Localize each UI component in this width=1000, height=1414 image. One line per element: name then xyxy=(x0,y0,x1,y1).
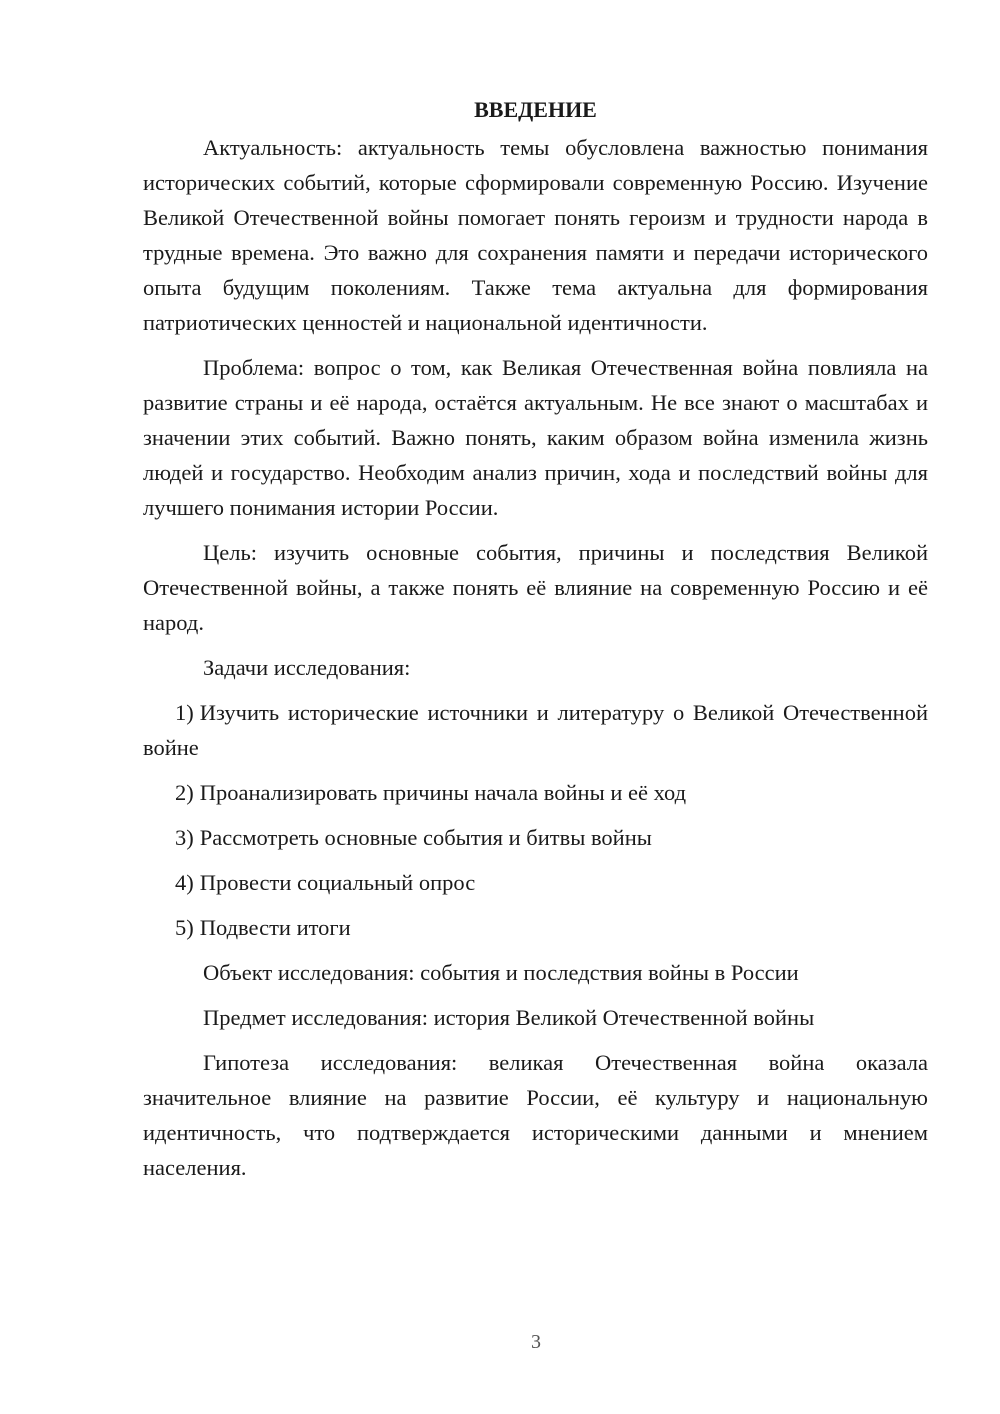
task-number: 1) xyxy=(175,700,194,725)
task-text: Рассмотреть основные события и битвы войны xyxy=(199,825,652,850)
task-number: 4) xyxy=(175,870,194,895)
task-item-5 xyxy=(143,910,928,945)
page-content xyxy=(143,92,928,1195)
task-text: Проанализировать причины начала войны и её ход xyxy=(199,780,687,805)
problem-paragraph: Проблема: вопрос о том, как Великая Отечественная война повлияла на развитие страны и её народа, остаётся актуальным. Не все знают о масштабах и значении этих событий. Важно понять, каким образом война изменила жизнь людей и государство. Необходим анализ причин, хода и последствий войны для лучшего понимания истории России. xyxy=(143,355,928,520)
task-item-1 xyxy=(143,695,928,765)
task-text: Подвести итоги xyxy=(199,915,351,940)
task-text: Изучить исторические источники и литературу о Великой Отечественной войне xyxy=(143,700,928,760)
task-item-2 xyxy=(143,775,928,810)
task-text: Провести социальный опрос xyxy=(199,870,476,895)
object-paragraph: Объект исследования: события и последствия войны в России xyxy=(203,960,799,985)
task-number: 2) xyxy=(175,780,194,805)
task-number: 5) xyxy=(175,915,194,940)
goal-paragraph: Цель: изучить основные события, причины и последствия Великой Отечественной войны, а также понять её влияние на современную Россию и её народ. xyxy=(143,540,928,635)
tasks-label: Задачи исследования: xyxy=(203,655,411,680)
task-number: 3) xyxy=(175,825,194,850)
subject-paragraph: Предмет исследования: история Великой Отечественной войны xyxy=(203,1005,815,1030)
relevance-paragraph: Актуальность: актуальность темы обусловлена важностью понимания исторических событий, которые сформировали современную Россию. Изучение Великой Отечественной войны помогает понять героизм и трудности народа в трудные времена. Это важно для сохранения памяти и передачи исторического опыта будущим поколениям. Также тема актуальна для формирования патриотических ценностей и национальной идентичности. xyxy=(143,135,928,335)
hypothesis-paragraph: Гипотеза исследования: великая Отечественная война оказала значительное влияние на развитие России, её культуру и национальную идентичность, что подтверждается историческими данными и мнением населения. xyxy=(143,1050,928,1180)
page-number: 3 xyxy=(531,1331,541,1353)
task-item-4 xyxy=(143,865,928,900)
page-title: ВВЕДЕНИЕ xyxy=(474,97,597,122)
task-item-3 xyxy=(143,820,928,855)
